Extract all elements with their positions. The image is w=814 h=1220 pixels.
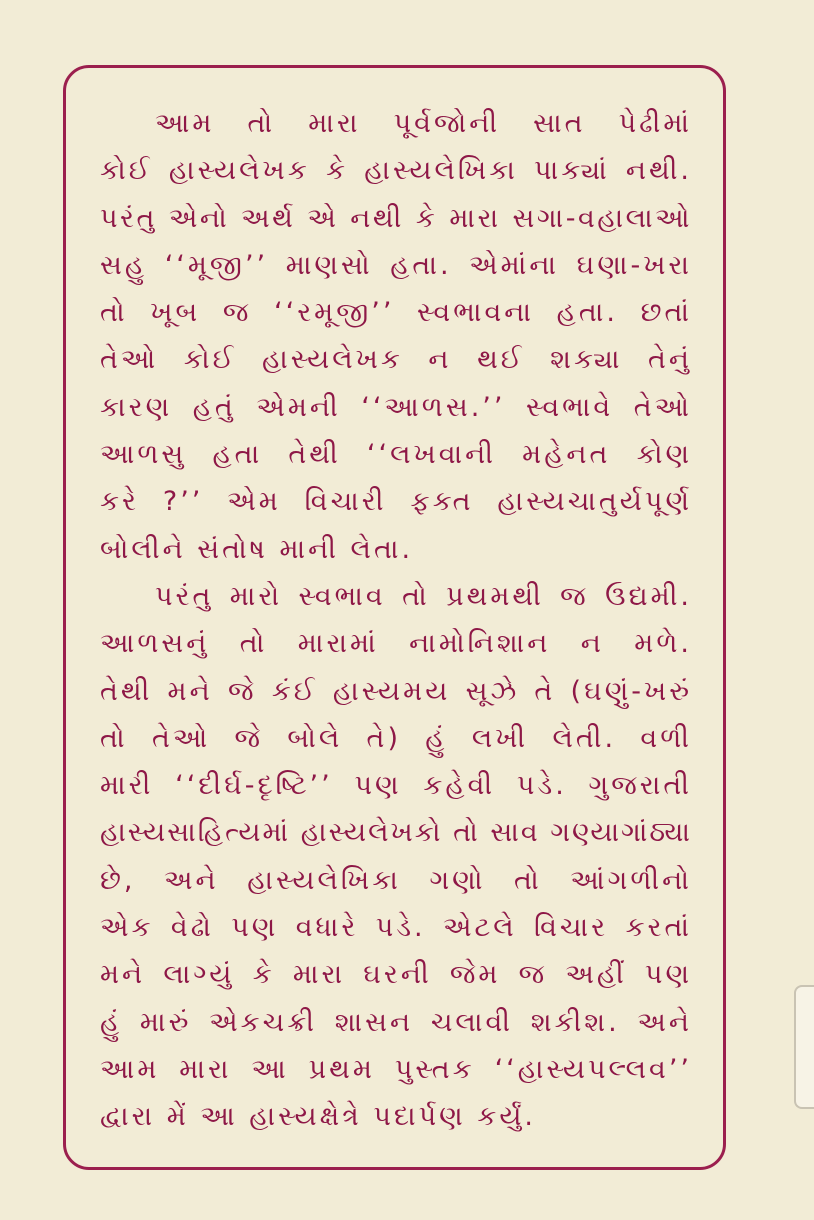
- paragraph-2-line-7: છે, અને હાસ્યલેખિકા ગણો તો આંગળીનો: [100, 864, 692, 896]
- paragraph-2-line-9: મને લાગ્યું કે મારા ઘરની જેમ જ અહીં પણ: [100, 959, 692, 991]
- paragraph-1-line-3: પરંતુ એનો અર્થ એ નથી કે મારા સગા-વહાલાઓ: [100, 202, 692, 234]
- paragraph-1-line-9: કરે ?’’ એમ વિચારી ફક્ત હાસ્યચાતુર્યપૂર્ણ: [100, 486, 692, 518]
- paragraph-2-line-12: દ્વારા મેં આ હાસ્યક્ષેત્રે પદાર્પણ કર્યું.: [100, 1101, 537, 1133]
- paragraph-1-line-8: આળસુ હતા તેથી ‘‘લખવાની મહેનત કોણ: [100, 439, 692, 471]
- paragraph-1-line-7: કારણ હતું એમની ‘‘આળસ.’’ સ્વભાવે તેઓ: [100, 391, 692, 423]
- paragraph-2-line-3: તેથી મને જે કંઈ હાસ્યમય સૂઝે તે (ઘણું-ખરું: [100, 675, 692, 707]
- paragraph-2-line-5: મારી ‘‘દીર્ઘ-દૃષ્ટિ’’ પણ કહેવી પડે. ગુજરાતી: [100, 770, 692, 802]
- paragraph-1-line-10: બોલીને સંતોષ માની લેતા.: [100, 533, 414, 565]
- paragraph-1-line-1: આમ તો મારા પૂર્વજોની સાત પેઢીમાં: [155, 108, 692, 139]
- paragraph-2-line-1: પરંતુ મારો સ્વભાવ તો પ્રથમથી જ ઉદ્યમી.: [155, 580, 692, 612]
- paragraph-2-line-11: આમ મારા આ પ્રથમ પુસ્તક ‘‘હાસ્યપલ્લવ’’: [100, 1053, 692, 1085]
- text-block: [100, 100, 692, 1141]
- paragraph-1-line-2: કોઈ હાસ્યલેખક કે હાસ્યલેખિકા પાક્યાં નથી.: [100, 155, 692, 187]
- paragraph-2-line-8: એક વેઢો પણ વધારે પડે. એટલે વિચાર કરતાં: [100, 912, 692, 944]
- paragraph-1-line-4: સહુ ‘‘મૂજી’’ માણસો હતા. એમાંના ઘણા-ખરા: [100, 249, 692, 281]
- paragraph-2-line-10: હું મારું એકચક્રી શાસન ચલાવી શકીશ. અને: [100, 1006, 692, 1038]
- paragraph-2-line-2: આળસનું તો મારામાં નામોનિશાન ન મળે.: [100, 628, 692, 660]
- paragraph-1-line-5: તો ખૂબ જ ‘‘રમૂજી’’ સ્વભાવના હતા. છતાં: [100, 297, 692, 329]
- paragraph-2-line-4: તો તેઓ જે બોલે તે) હું લખી લેતી. વળી: [100, 722, 692, 754]
- paragraph-2-line-6: હાસ્યસાહિત્યમાં હાસ્યલેખકો તો સાવ ગણ્યાગાંઠ્યા: [100, 817, 692, 849]
- page-edge: [794, 985, 814, 1109]
- paragraph-1-line-6: તેઓ કોઈ હાસ્યલેખક ન થઈ શક્યા તેનું: [100, 344, 692, 376]
